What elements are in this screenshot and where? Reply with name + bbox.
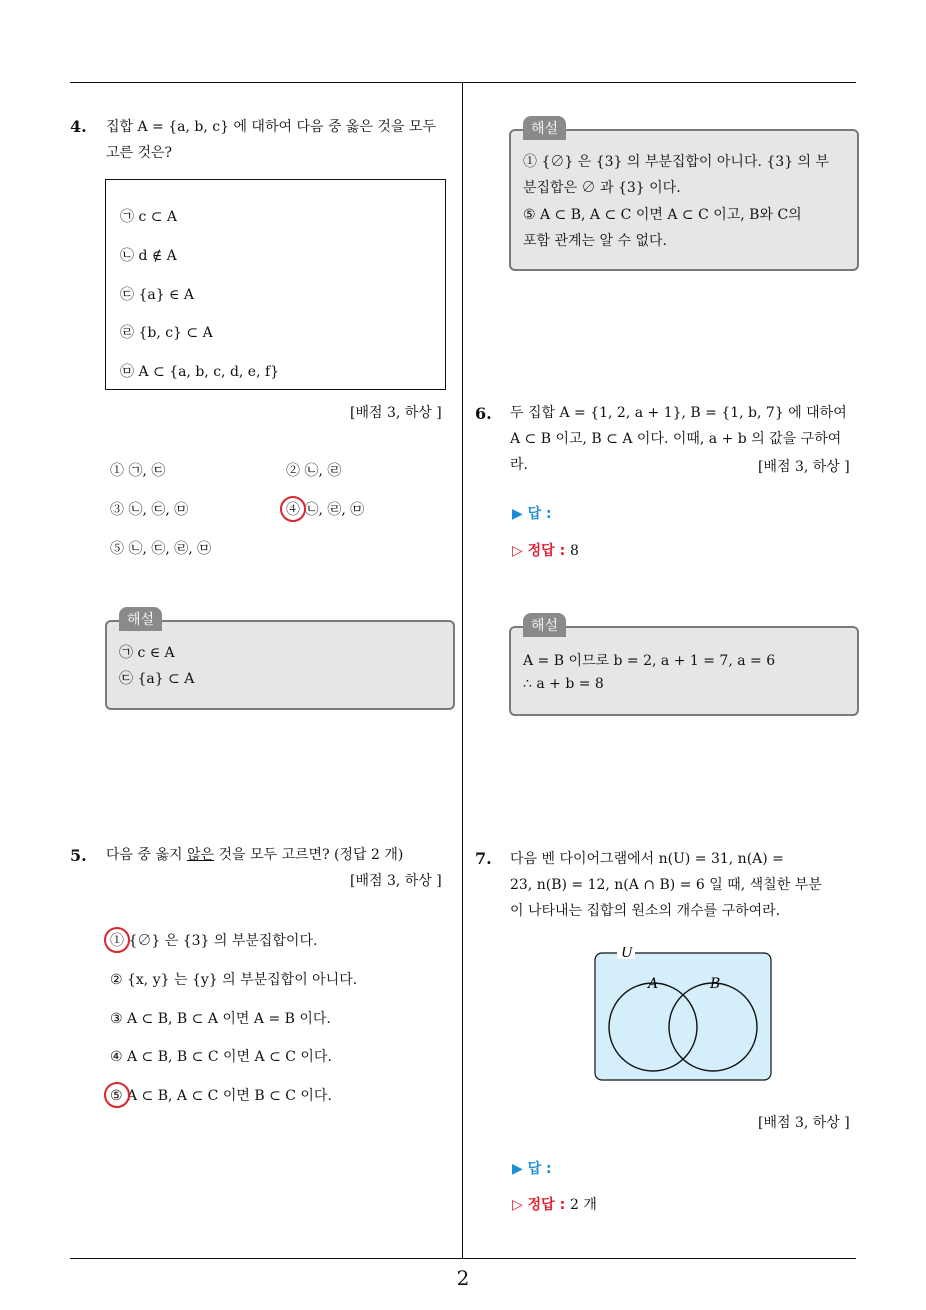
q7-correct-label: ▷ 정답 :	[512, 1197, 566, 1213]
q7-answer-label: ▶ 답 :	[512, 1161, 552, 1177]
q4-option-4[interactable]: ④ ㉡, ㉣, ㉤	[286, 502, 365, 518]
q7-text	[510, 846, 856, 924]
q7-text-line2: 23, n(B) = 12, n(A ∩ B) = 6 일 때, 색칠한 부분	[510, 877, 822, 893]
q4-option-2[interactable]: ② ㉡, ㉣	[286, 463, 342, 479]
q4-text-line2: 고른 것은?	[106, 145, 173, 161]
q7-correct-answer	[512, 1194, 597, 1214]
q5-solution-tag: 해설	[523, 116, 566, 140]
q6-correct-label: ▷ 정답 :	[512, 543, 566, 559]
q4-statement: ㉢ {a} ∈ A	[120, 287, 194, 303]
bottom-rule	[70, 1258, 856, 1259]
q5-text-underlined: 않은	[186, 847, 215, 863]
q6-points: [배점 3, 하상 ]	[758, 459, 850, 475]
q6-text-line3: 라.	[510, 457, 528, 473]
q4-answer-mark-circle	[280, 496, 306, 522]
q5-option-1[interactable]: ① {∅} 은 {3} 의 부분집합이다.	[110, 933, 318, 949]
q6-number: 6.	[475, 404, 492, 423]
q4-solution-tag: 해설	[119, 607, 162, 631]
q4-statement-box	[105, 179, 446, 390]
q5-option-2[interactable]: ② {x, y} 는 {y} 의 부분집합이 아니다.	[110, 972, 358, 988]
q5-solution-line: ⑤ A ⊂ B, A ⊂ C 이면 A ⊂ C 이고, B와 C의	[523, 207, 802, 223]
q6-solution-line: A = B 이므로 b = 2, a + 1 = 7, a = 6	[523, 653, 776, 669]
q4-solution-line: ㉢ {a} ⊂ A	[119, 671, 195, 687]
q6-text-line1: 두 집합 A = {1, 2, a + 1}, B = {1, b, 7} 에 대하여	[510, 405, 847, 421]
q5-text-pre: 다음 중 옳지	[106, 847, 187, 863]
q4-text-line1: 집합 A = {a, b, c} 에 대하여 다음 중 옳은 것을 모두	[106, 119, 436, 135]
venn-set-b-label: B	[710, 976, 721, 992]
q6-correct-value: 8	[570, 543, 579, 559]
q4-option-3[interactable]: ③ ㉡, ㉢, ㉤	[110, 502, 189, 518]
q4-text	[106, 114, 436, 166]
q5-solution-line: 포함 관계는 알 수 없다.	[523, 233, 667, 249]
q5-text-post: 것을 모두 고르면? (정답 2 개)	[214, 847, 404, 863]
venn-set-a-label: A	[648, 976, 659, 992]
q5-option-3[interactable]: ③ A ⊂ B, B ⊂ A 이면 A = B 이다.	[110, 1011, 331, 1027]
q5-solution-line: 분집합은 ∅ 과 {3} 이다.	[523, 180, 681, 196]
q6-solution-line: ∴ a + b = 8	[523, 676, 604, 692]
q4-solution-line: ㉠ c ∈ A	[119, 645, 175, 661]
venn-universe-label: U	[621, 947, 633, 961]
q6-text-line2: A ⊂ B 이고, B ⊂ A 이다. 이때, a + b 의 값을 구하여	[510, 431, 842, 447]
q4-option-5[interactable]: ⑤ ㉡, ㉢, ㉣, ㉤	[110, 541, 212, 557]
q4-option-1[interactable]: ① ㉠, ㉢	[110, 463, 166, 479]
venn-diagram	[593, 947, 775, 1083]
top-rule	[70, 82, 856, 83]
q4-statement: ㉤ A ⊂ {a, b, c, d, e, f}	[120, 364, 280, 380]
q5-solution-box	[509, 129, 859, 271]
page-number: 2	[456, 1266, 470, 1290]
column-divider	[462, 83, 463, 1258]
q6-correct-answer	[512, 540, 579, 560]
q5-solution-line: ① {∅} 은 {3} 의 부분집합이 아니다. {3} 의 부	[523, 154, 830, 170]
q5-answer-mark-circle	[104, 927, 130, 953]
venn-universe-rect	[595, 953, 771, 1080]
q5-points: [배점 3, 하상 ]	[350, 873, 442, 889]
q5-option-5[interactable]: ⑤ A ⊂ B, A ⊂ C 이면 B ⊂ C 이다.	[110, 1088, 332, 1104]
q4-number: 4.	[70, 117, 87, 136]
q6-solution-box	[509, 626, 859, 716]
q4-statement: ㉣ {b, c} ⊂ A	[120, 325, 213, 341]
q7-correct-value: 2 개	[570, 1197, 597, 1213]
q6-solution-tag: 해설	[523, 613, 566, 637]
q5-text	[106, 842, 403, 868]
q4-statement: ㉡ d ∉ A	[120, 248, 177, 264]
q4-points: [배점 3, 하상 ]	[350, 405, 442, 421]
q6-answer-label: ▶ 답 :	[512, 506, 552, 522]
q7-points: [배점 3, 하상 ]	[758, 1115, 850, 1131]
q5-answer-mark-circle	[104, 1082, 130, 1108]
q7-number: 7.	[475, 849, 492, 868]
q5-number: 5.	[70, 846, 87, 865]
q5-option-4[interactable]: ④ A ⊂ B, B ⊂ C 이면 A ⊂ C 이다.	[110, 1049, 332, 1065]
q7-text-line3: 이 나타내는 집합의 원소의 개수를 구하여라.	[510, 903, 781, 919]
q4-statement: ㉠ c ⊂ A	[120, 209, 178, 225]
q7-text-line1: 다음 벤 다이어그램에서 n(U) = 31, n(A) =	[510, 851, 784, 867]
q4-solution-box	[105, 620, 455, 710]
